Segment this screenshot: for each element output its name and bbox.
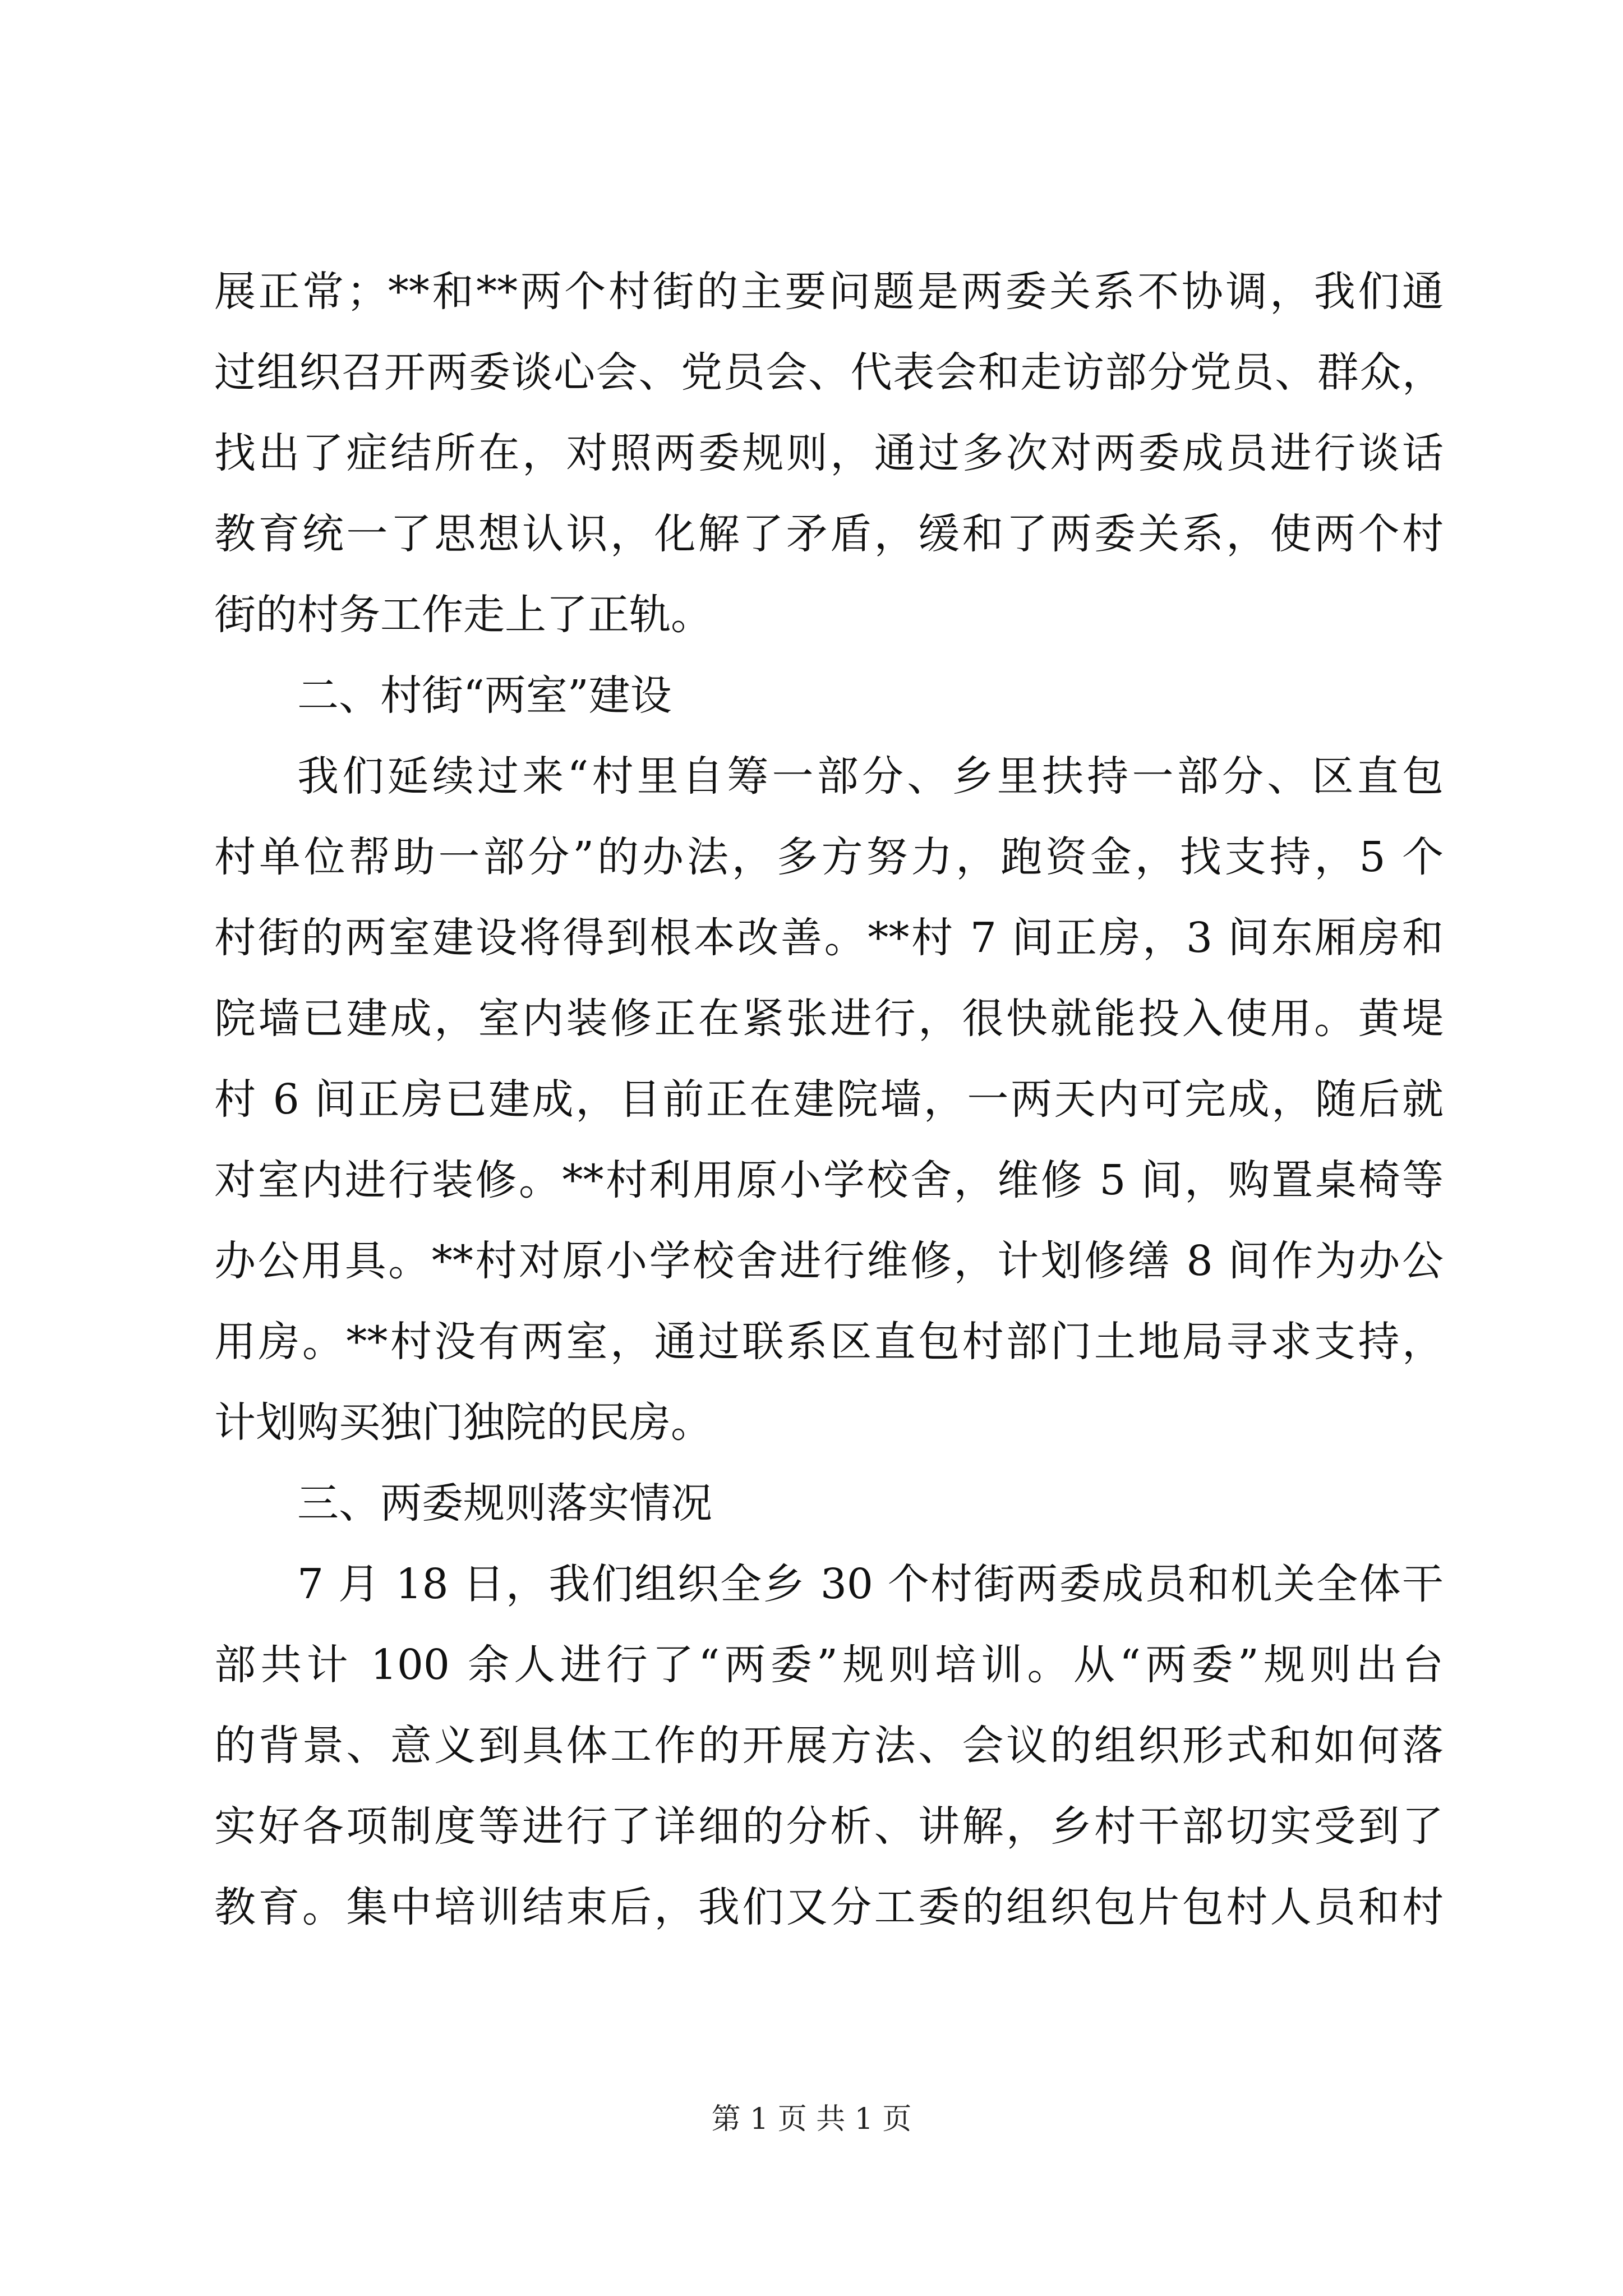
document-body: [214, 251, 1444, 1948]
text-line: 院墙已建成，室内装修正在紧张进行，很快就能投入使用。黄堤: [214, 995, 1444, 1043]
text-line: 街的村务工作走上了正轨。: [214, 591, 712, 639]
text-line: 村单位帮助一部分”的办法，多方努力，跑资金，找支持，5 个: [214, 833, 1444, 881]
text-line: 部共计 100 余人进行了“两委”规则培训。从“两委”规则出台: [214, 1641, 1444, 1689]
text-line: 实好各项制度等进行了详细的分析、讲解，乡村干部切实受到了: [214, 1802, 1444, 1851]
text-line: 教育。集中培训结束后，我们又分工委的组织包片包村人员和村: [214, 1883, 1444, 1931]
text-line: 的背景、意义到具体工作的开展方法、会议的组织形式和如何落: [214, 1722, 1444, 1770]
section-heading: 三、两委规则落实情况: [297, 1479, 712, 1527]
text-line: 7 月 18 日，我们组织全乡 30 个村街两委成员和机关全体干: [297, 1560, 1444, 1608]
text-line: 村街的两室建设将得到根本改善。**村 7 间正房，3 间东厢房和: [214, 914, 1444, 962]
text-line: 村 6 间正房已建成，目前正在建院墙，一两天内可完成，随后就: [214, 1075, 1444, 1124]
page-footer: 第 1 页 共 1 页: [711, 2102, 912, 2136]
text-line: 办公用具。**村对原小学校舍进行维修，计划修缮 8 间作为办公: [214, 1237, 1444, 1285]
section-heading: 二、村街“两室”建设: [297, 671, 672, 720]
text-line: 用房。**村没有两室，通过联系区直包村部门土地局寻求支持，: [214, 1318, 1444, 1366]
text-line: 过组织召开两委谈心会、党员会、代表会和走访部分党员、群众，: [214, 348, 1444, 397]
text-line: 展正常；**和**两个村街的主要问题是两委关系不协调，我们通: [214, 268, 1444, 316]
text-line: 计划购买独门独院的民房。: [214, 1398, 712, 1447]
text-line: 对室内进行装修。**村利用原小学校舍，维修 5 间，购置桌椅等: [214, 1156, 1444, 1204]
text-line: 教育统一了思想认识，化解了矛盾，缓和了两委关系，使两个村: [214, 510, 1444, 558]
text-line: 我们延续过来“村里自筹一部分、乡里扶持一部分、区直包: [297, 752, 1444, 800]
text-line: 找出了症结所在，对照两委规则，通过多次对两委成员进行谈话: [214, 429, 1444, 477]
